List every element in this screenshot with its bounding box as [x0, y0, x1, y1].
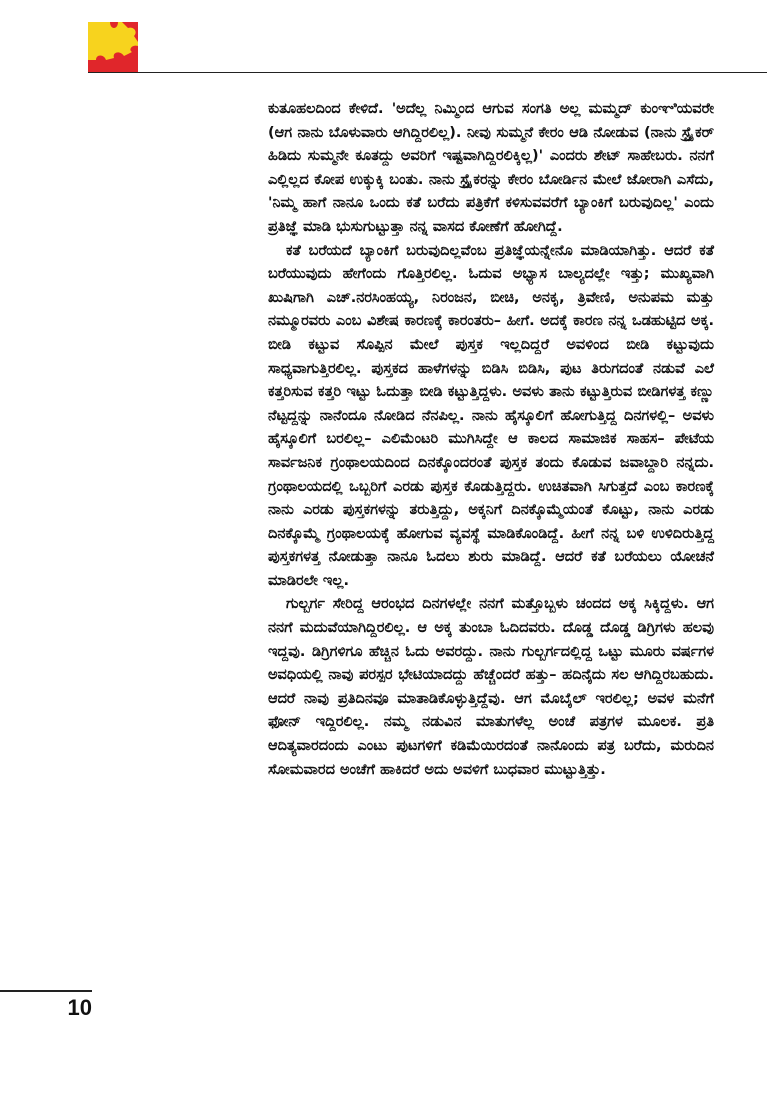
header-rule	[88, 72, 767, 73]
paragraph: ಗುಲ್ಬರ್ಗ ಸೇರಿದ್ದ ಆರಂಭದ ದಿನಗಳಲ್ಲೇ ನನಗೆ ಮತ್ತೊಬ್ಬಳು ಚಂದದ ಅಕ್ಕ ಸಿಕ್ಕಿದ್ದಳು. ಆಗ ನನಗೆ ಮದುವೆಯಾಗಿದ್ದಿರಲಿಲ್ಲ. ಆ ಅಕ್ಕ ತುಂಬಾ ಓದಿದವರು. ದೊಡ್ಡ ದೊಡ್ಡ ಡಿಗ್ರಿಗಳು ಹಲವು ಇದ್ದವು. ಡಿಗ್ರಿಗಳಿಗೂ ಹೆಚ್ಚಿನ ಓದು ಅವರದ್ದು. ನಾನು ಗುಲ್ಬರ್ಗದಲ್ಲಿದ್ದ ಒಟ್ಟು ಮೂರು ವರ್ಷಗಳ ಅವಧಿಯಲ್ಲಿ ನಾವು ಪರಸ್ಪರ ಭೇಟಿಯಾದದ್ದು ಹೆಚ್ಚೆಂದರೆ ಹತ್ತು– ಹದಿನೈದು ಸಲ ಆಗಿದ್ದಿರಬಹುದು. ಆದರೆ ನಾವು ಪ್ರತಿದಿನವೂ ಮಾತಾಡಿಕೊಳ್ಳುತ್ತಿದ್ದೆವು. ಆಗ ಮೊಬೈಲ್ ಇರಲಿಲ್ಲ; ಅವಳ ಮನೆಗೆ ಫೋನ್ ಇದ್ದಿರಲಿಲ್ಲ. ನಮ್ಮ ನಡುವಿನ ಮಾತುಗಳೆಲ್ಲ ಅಂಚೆ ಪತ್ರಗಳ ಮೂಲಕ. ಪ್ರತಿ ಆದಿತ್ಯವಾರದಂದು ಎಂಟು ಪುಟಗಳಿಗೆ ಕಡಿಮೆಯಿರದಂತೆ ನಾನೊಂದು ಪತ್ರ ಬರೆದು, ಮರುದಿನ ಸೋಮವಾರದ ಅಂಚೆಗೆ ಹಾಕಿದರೆ ಅದು ಅವಳಿಗೆ ಬುಧವಾರ ಮುಟ್ಟುತ್ತಿತ್ತು.	[268, 596, 714, 778]
article-body	[268, 98, 714, 782]
paragraph: ಕತೆ ಬರೆಯದೆ ಬ್ಯಾಂಕಿಗೆ ಬರುವುದಿಲ್ಲವೆಂಬ ಪ್ರತಿಜ್ಞೆಯನ್ನೇನೊ ಮಾಡಿಯಾಗಿತ್ತು. ಆದರೆ ಕತೆ ಬರೆಯುವುದು ಹೇಗೆಂದು ಗೊತ್ತಿರಲಿಲ್ಲ. ಓದುವ ಅಭ್ಯಾಸ ಬಾಲ್ಯದಲ್ಲೇ ಇತ್ತು; ಮುಖ್ಯವಾಗಿ ಖುಷಿಗಾಗಿ ಎಚ್.ನರಸಿಂಹಯ್ಯ, ನಿರಂಜನ, ಬೀಚಿ, ಅನಕೃ, ತ್ರಿವೇಣಿ, ಅನುಪಮ ಮತ್ತು ನಮ್ಮೂರವರು ಎಂಬ ವಿಶೇಷ ಕಾರಣಕ್ಕೆ ಕಾರಂತರು– ಹೀಗೆ. ಅದಕ್ಕೆ ಕಾರಣ ನನ್ನ ಒಡಹುಟ್ಟಿದ ಅಕ್ಕ. ಬೀಡಿ ಕಟ್ಟುವ ಸೊಪ್ಪಿನ ಮೇಲೆ ಪುಸ್ತಕ ಇಲ್ಲದಿದ್ದರೆ ಅವಳಿಂದ ಬೀಡಿ ಕಟ್ಟುವುದು ಸಾಧ್ಯವಾಗುತ್ತಿರಲಿಲ್ಲ. ಪುಸ್ತಕದ ಹಾಳೆಗಳನ್ನು ಬಿಡಿಸಿ ಬಿಡಿಸಿ, ಪುಟ ತಿರುಗದಂತೆ ನಡುವೆ ಎಲೆ ಕತ್ತರಿಸುವ ಕತ್ತರಿ ಇಟ್ಟು ಓದುತ್ತಾ ಬೀಡಿ ಕಟ್ಟುತ್ತಿದ್ದಳು. ಅವಳು ತಾನು ಕಟ್ಟುತ್ತಿರುವ ಬೀಡಿಗಳತ್ತ ಕಣ್ಣು ನೆಟ್ಟದ್ದನ್ನು ನಾನೆಂದೂ ನೋಡಿದ ನೆನಪಿಲ್ಲ. ನಾನು ಹೈಸ್ಕೂಲಿಗೆ ಹೋಗುತ್ತಿದ್ದ ದಿನಗಳಲ್ಲಿ– ಅವಳು ಹೈಸ್ಕೂಲಿಗೆ ಬರಲಿಲ್ಲ– ಎಲಿಮೆಂಟರಿ ಮುಗಿಸಿದ್ದೇ ಆ ಕಾಲದ ಸಾಮಾಜಿಕ ಸಾಹಸ– ಪೇಟೆಯ ಸಾರ್ವಜನಿಕ ಗ್ರಂಥಾಲಯದಿಂದ ದಿನಕ್ಕೊಂದರಂತೆ ಪುಸ್ತಕ ತಂದು ಕೊಡುವ ಜವಾಬ್ದಾರಿ ನನ್ನದು. ಗ್ರಂಥಾಲಯದಲ್ಲಿ ಒಬ್ಬರಿಗೆ ಎರಡು ಪುಸ್ತಕ ಕೊಡುತ್ತಿದ್ದರು. ಉಚಿತವಾಗಿ ಸಿಗುತ್ತದೆ ಎಂಬ ಕಾರಣಕ್ಕೆ ನಾನು ಎರಡು ಪುಸ್ತಕಗಳನ್ನು ತರುತ್ತಿದ್ದು, ಅಕ್ಕನಿಗೆ ದಿನಕ್ಕೊಮ್ಮೆಯಂತೆ ಕೊಟ್ಟು, ನಾನು ಎರಡು ದಿನಕ್ಕೊಮ್ಮೆ ಗ್ರಂಥಾಲಯಕ್ಕೆ ಹೋಗುವ ವ್ಯವಸ್ಥೆ ಮಾಡಿಕೊಂಡಿದ್ದೆ. ಹೀಗೆ ನನ್ನ ಬಳಿ ಉಳಿದಿರುತ್ತಿದ್ದ ಪುಸ್ತಕಗಳತ್ತ ನೋಡುತ್ತಾ ನಾನೂ ಓದಲು ಶುರು ಮಾಡಿದ್ದೆ. ಆದರೆ ಕತೆ ಬರೆಯಲು ಯೋಚನೆ ಮಾಡಿರಲೇ ಇಲ್ಲ.	[268, 242, 714, 589]
paragraph: ಕುತೂಹಲದಿಂದ ಕೇಳಿದೆ. 'ಅದೆಲ್ಲ ನಿಮ್ಮಿಂದ ಆಗುವ ಸಂಗತಿ ಅಲ್ಲ ಮಮ್ಮದ್ ಕುಂಞಿಯವರೇ (ಆಗ ನಾನು ಬೊಳುವಾರು ಆಗಿದ್ದಿರಲಿಲ್ಲ). ನೀವು ಸುಮ್ಮನೆ ಕೇರಂ ಆಡಿ ನೋಡುವ (ನಾನು ಸ್ಟ್ರೈಕರ್ ಹಿಡಿದು ಸುಮ್ಮನೇ ಕೂತದ್ದು ಅವರಿಗೆ ಇಷ್ಟವಾಗಿದ್ದಿರಲಿಕ್ಕಿಲ್ಲ)' ಎಂದರು ಶೇಟ್ ಸಾಹೇಬರು. ನನಗೆ ಎಲ್ಲಿಲ್ಲದ ಕೋಪ ಉಕ್ಕುಕ್ಕಿ ಬಂತು. ನಾನು ಸ್ಟ್ರೈಕರನ್ನು ಕೇರಂ ಬೋರ್ಡಿನ ಮೇಲೆ ಜೋರಾಗಿ ಎಸೆದು, 'ನಿಮ್ಮ ಹಾಗೆ ನಾನೂ ಒಂದು ಕತೆ ಬರೆದು ಪತ್ರಿಕೆಗೆ ಕಳಿಸುವವರೆಗೆ ಬ್ಯಾಂಕಿಗೆ ಬರುವುದಿಲ್ಲ' ಎಂದು ಪ್ರತಿಜ್ಞೆ ಮಾಡಿ ಭುಸುಗುಟ್ಟುತ್ತಾ ನನ್ನ ವಾಸದ ಕೋಣೆಗೆ ಹೋಗಿದ್ದೆ.	[268, 101, 714, 235]
footer-rule	[0, 990, 92, 992]
puzzle-logo-icon	[88, 22, 138, 72]
page-number: 10	[67, 995, 92, 1020]
